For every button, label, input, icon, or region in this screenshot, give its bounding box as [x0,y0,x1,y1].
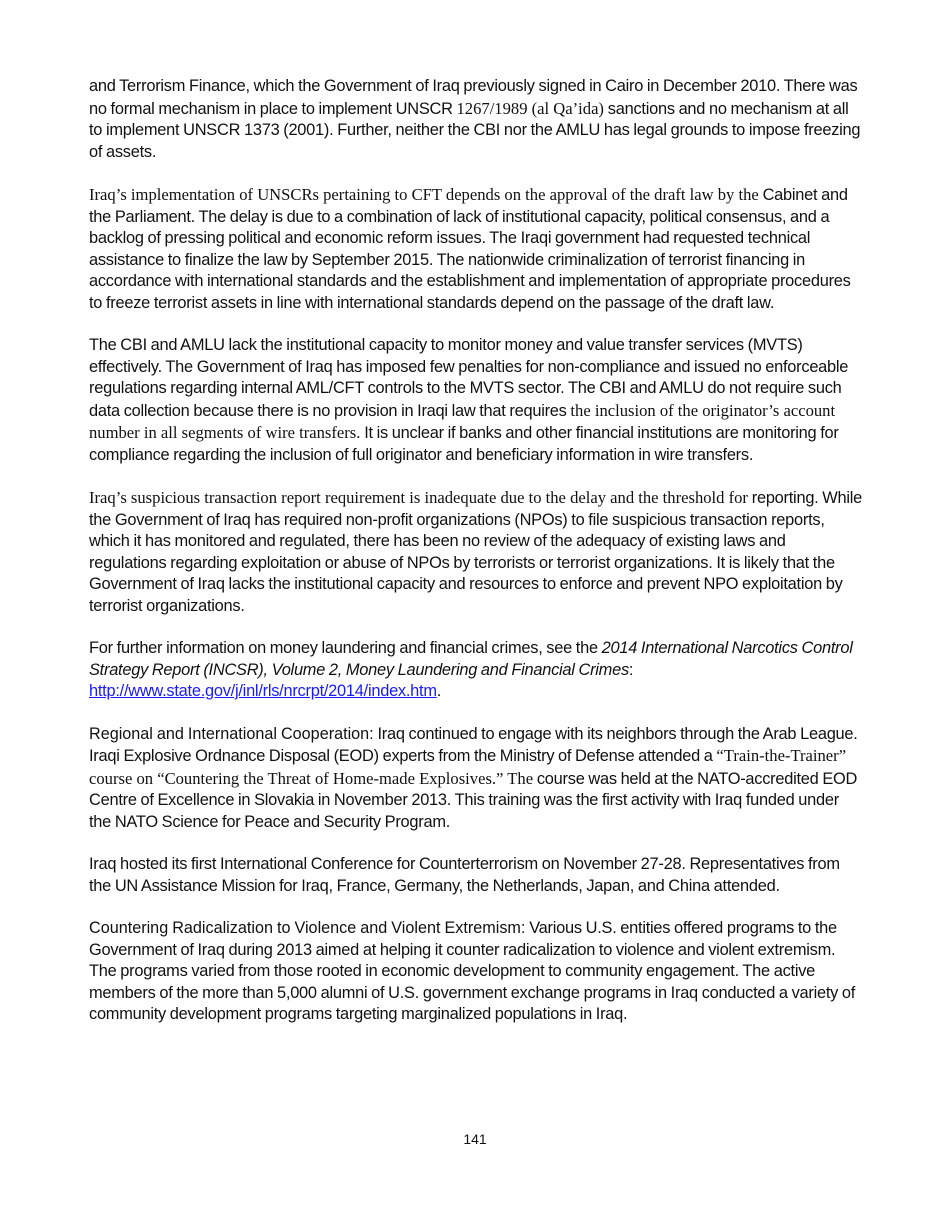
paragraph-further-information [89,638,864,703]
paragraph-unscr-implementation [89,184,864,314]
p2-text-a: Iraq’s implementation of UNSCRs pertaining to CFT depends on the approval of the draft law by the [89,185,759,204]
p1-text-b: 1267/1989 (al Qa’ida) [456,98,604,118]
p3-text-a: The CBI and AMLU lack the institutional capacity to monitor money and value transfer services (MVTS) effectively. The Government of Iraq has imposed few penalties for non-compliance and issued no enforceable regulations regarding internal AML/CFT controls to the MVTS sector. The CBI and AMLU do not require such data collection because there is no provision in Iraqi law that requires [89,336,849,420]
paragraph-mvts-capacity [89,335,864,466]
p4-text-a: Iraq’s suspicious transaction report requirement is inadequate due to the delay and the threshold for [89,488,748,507]
p7-text-a: Iraq hosted its first International Conference for Counterterrorism on November 27-28. Representatives from the UN Assistance Mission for Iraq, France, Germany, the Netherlands, Japan, and China attended. [89,855,840,895]
p6-text-c: course was held at the NATO-accredited EOD Centre of Excellence in Slovakia in November 2013. This training was the first activity with Iraq funded under the NATO Science for Peace and Security Program. [89,769,858,831]
p1-text-a: and Terrorism Finance, which the Government of Iraq previously signed in Cairo in December 2010. There was no formal mechanism in place to implement UNSCR [89,77,858,118]
p5-colon: : [628,660,634,679]
document-body [89,76,864,1047]
p2-text-b: Cabinet and the Parliament. The delay is due to a combination of lack of institutional capacity, political consensus, and a backlog of pressing political and economic reform issues. The Iraqi government had requested technical assistance to finalize the law by September 2015. The nationwide criminalization of terrorist financing in accordance with international standards and the establishment and implementation of appropriate procedures to freeze terrorist assets in line with international standards depend on the passage of the draft law. [89,186,851,312]
p4-text-b: reporting. While the Government of Iraq has required non-profit organizations (NPOs) to file suspicious transaction reports, which it has monitored and regulated, there has been no review of the adequacy of existing laws and regulations regarding exploitation or abuse of NPOs by terrorists or terrorist organizations. It is likely that the Government of Iraq lacks the institutional capacity and resources to enforce and prevent NPO exploitation by terrorist organizations. [89,489,863,615]
p5-text-a: For further information on money laundering and financial crimes, see the [89,639,602,657]
p1-text-c: sanctions and no mechanism at all to implement UNSCR 1373 (2001). Further, neither the CBI nor the AMLU has legal grounds to impose freezing of assets. [89,99,861,161]
paragraph-countering-radicalization [89,918,864,1026]
p8-text-a: Various U.S. entities offered programs to the Government of Iraq during 2013 aimed at helping it counter radicalization to violence and violent extremism. The programs varied from those rooted in economic development to community engagement. The active members of the more than 5,000 alumni of U.S. government exchange programs in Iraq conducted a variety of community development programs targeting marginalized populations in Iraq. [89,919,856,1023]
paragraph-conference [89,854,864,897]
paragraph-cft-convention [89,76,864,163]
p6-text-a: Iraq continued to engage with its neighbors through the Arab League. Iraqi Explosive Ordnance Disposal (EOD) experts from the Ministry of Defense attended a [89,724,858,765]
p3-text-b: the inclusion of the originator’s account number in all segments of wire transfers. [89,400,836,442]
incsr-report-link[interactable]: http://www.state.gov/j/inl/rls/nrcrpt/2014/index.htm [89,682,437,700]
p5-end: . [436,682,442,700]
p6-text-b: “Train-the-Trainer” course on “Countering the Threat of Home-made Explosives.” The [89,746,847,788]
page-number: 141 [463,1131,487,1147]
p3-text-c: It is unclear if banks and other financial institutions are monitoring for compliance regarding the inclusion of full originator and beneficiary information in wire transfers. [89,424,839,464]
section-heading-regional-cooperation: Regional and International Cooperation: [89,724,374,743]
paragraph-suspicious-transactions [89,487,864,617]
incsr-report-title: 2014 International Narcotics Control Strategy Report (INCSR), Volume 2, Money Laundering and Financial Crimes [89,639,853,679]
section-heading-countering-radicalization: Countering Radicalization to Violence and Violent Extremism: [89,919,526,937]
paragraph-regional-cooperation [89,724,864,834]
